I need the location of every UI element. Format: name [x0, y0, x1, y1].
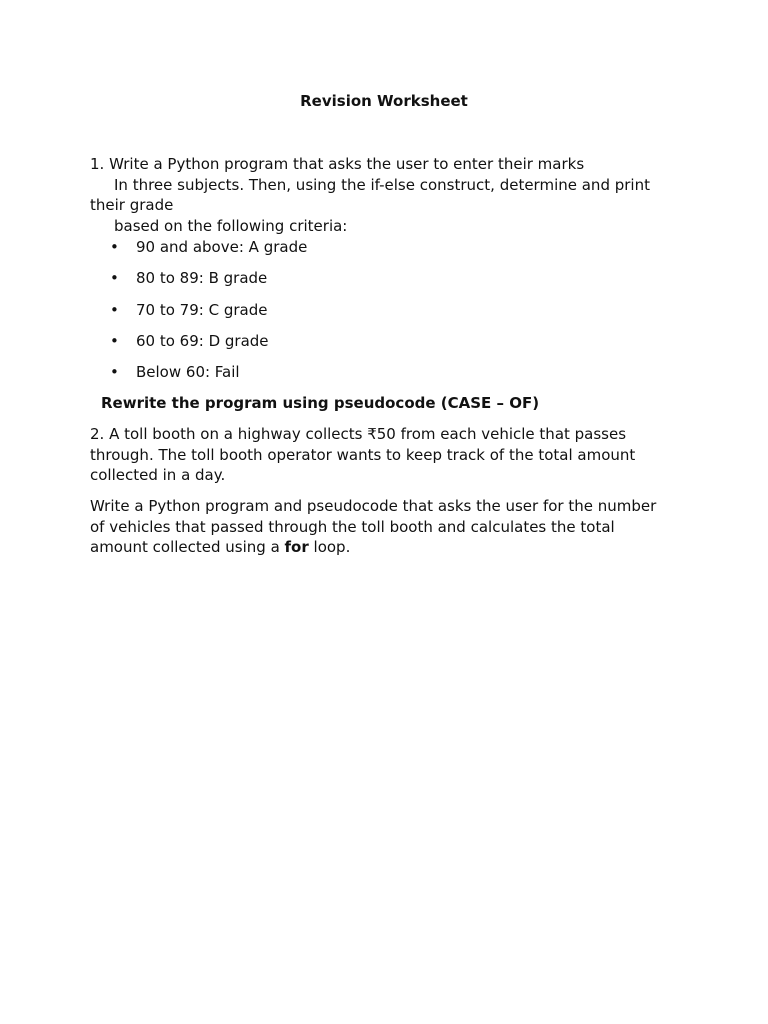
task-text-post: loop.	[308, 538, 351, 557]
question-1-line-2-text: In three subjects. Then, using the if-else construct, determine and print	[114, 175, 650, 194]
bullet-icon: •	[110, 300, 119, 319]
question-2-line-2: through. The toll booth operator wants to keep track of the total amount	[90, 445, 636, 464]
question-2-line-1: 2. A toll booth on a highway collects ₹50 from each vehicle that passes	[90, 425, 627, 443]
task-text-pre: amount collected using a	[90, 538, 285, 557]
for-keyword: for	[284, 538, 309, 557]
question-2-task-line-1: Write a Python program and pseudocode that asks the user for the number	[90, 497, 657, 515]
page-title: Revision Worksheet	[300, 92, 468, 110]
list-item	[110, 237, 307, 268]
criteria-text: 60 to 69: D grade	[136, 331, 269, 350]
question-1-line-4	[90, 216, 680, 237]
criteria-text: 80 to 89: B grade	[136, 269, 268, 288]
criteria-text: 70 to 79: C grade	[136, 300, 268, 319]
list-item	[110, 331, 307, 362]
question-1-line-4-text: based on the following criteria:	[114, 217, 348, 236]
bullet-icon: •	[110, 238, 119, 256]
bullet-icon: •	[110, 331, 119, 350]
bullet-icon: •	[110, 269, 119, 288]
grade-criteria-list	[110, 237, 307, 393]
list-item	[110, 300, 307, 331]
question-1	[90, 154, 680, 237]
question-2-task-line-2: of vehicles that passed through the toll booth and calculates the total	[90, 517, 615, 536]
question-2	[90, 424, 670, 486]
list-item	[110, 268, 307, 299]
question-1-line-1: 1. Write a Python program that asks the user to enter their marks	[90, 155, 585, 173]
question-1-line-3: their grade	[90, 196, 174, 215]
question-2-line-3: collected in a day.	[90, 466, 226, 485]
bullet-icon: •	[110, 363, 119, 382]
criteria-text: Below 60: Fail	[136, 363, 240, 382]
question-2-task	[90, 496, 670, 558]
rewrite-instruction: Rewrite the program using pseudocode (CASE – OF)	[101, 394, 540, 412]
question-1-line-2	[90, 175, 680, 196]
list-item	[110, 362, 307, 393]
question-2-task-line-3	[90, 537, 670, 558]
criteria-text: 90 and above: A grade	[136, 238, 308, 256]
